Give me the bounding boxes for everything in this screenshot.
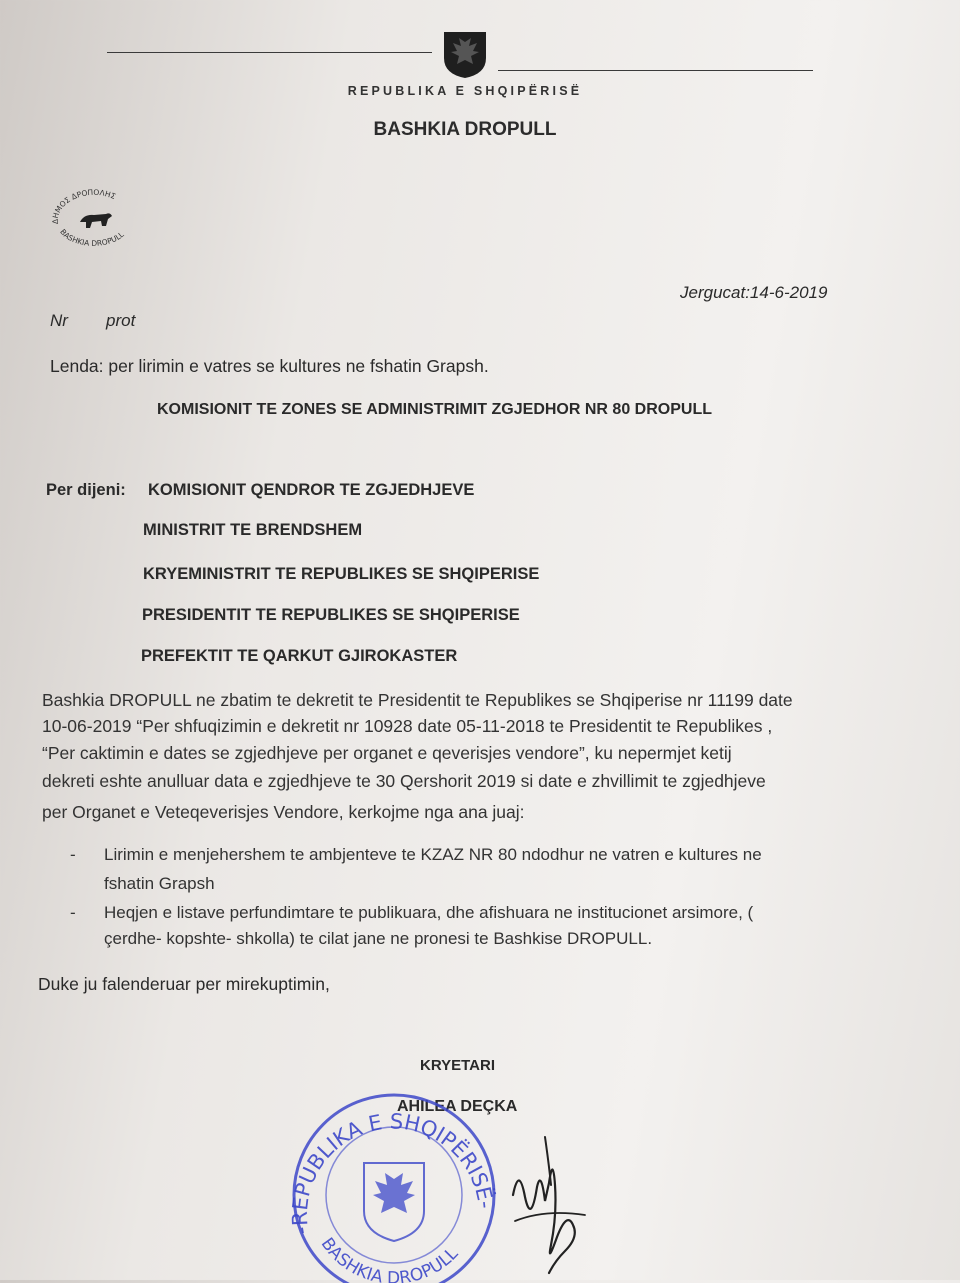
cc-recipient: PREFEKTIT TE QARKUT GJIROKASTER: [141, 647, 458, 665]
handwritten-signature: [505, 1125, 595, 1275]
svg-text:BASHKIA DROPULL: [58, 227, 126, 247]
bullet-text-line: Heqjen e listave perfundimtare te publikuara, dhe afishuara ne institucionet arsimore, (: [104, 903, 754, 922]
bullet-text-line: çerdhe- kopshte- shkolla) te cilat jane ne pronesi te Bashkise DROPULL.: [104, 929, 653, 948]
logo-text-top: ΔΗΜΟΣ ΔΡΟΠΟΛΗΣ: [50, 188, 117, 225]
addressee-line: KOMISIONIT TE ZONES SE ADMINISTRIMIT ZGJEDHOR NR 80 DROPULL: [157, 401, 712, 418]
seal-text-top: -REPUBLIKA E SHQIPËRISË-: [287, 1109, 498, 1237]
albanian-emblem-icon: [440, 28, 490, 80]
bull-icon: [80, 213, 112, 228]
body-text-line: dekreti eshte anulluar data e zgjedhjeve te 30 Qershorit 2019 si date e zhvillimit te zgjedhjeve: [42, 771, 766, 791]
signatory-title: KRYETARI: [420, 1057, 495, 1074]
cc-recipient: KRYEMINISTRIT TE REPUBLIKES SE SHQIPERISE: [143, 565, 540, 583]
protocol-nr-label: Nr: [50, 311, 68, 330]
closing-line: Duke ju falenderuar per mirekuptimin,: [38, 974, 330, 994]
svg-text:BASHKIA DROPULL: [317, 1234, 463, 1283]
bullet-text-line: Lirimin e menjehershem te ambjenteve te KZAZ NR 80 ndodhur ne vatren e kultures ne: [104, 845, 762, 864]
cc-recipient: KOMISIONIT QENDROR TE ZGJEDHJEVE: [148, 481, 475, 499]
bullet-dash: -: [70, 903, 76, 922]
header-rule-left: [107, 52, 432, 53]
republic-heading: REPUBLIKA E SHQIPËRISË: [347, 84, 583, 98]
bullet-text-line: fshatin Grapsh: [104, 874, 215, 893]
body-text-line: “Per caktimin e dates se zgjedhjeve per organet e qeverisjes vendore”, ku nepermjet ketij: [42, 743, 732, 763]
body-text-line: Bashkia DROPULL ne zbatim te dekretit te Presidentit te Republikes se Shqiperise nr 11199 date: [42, 690, 793, 710]
seal-text-bottom: BASHKIA DROPULL: [316, 1234, 463, 1283]
cc-label: Per dijeni:: [46, 481, 126, 499]
protocol-prot-label: prot: [106, 311, 136, 330]
signatory-name: AHILEA DEÇKA: [397, 1098, 518, 1115]
bullet-dash: -: [70, 845, 76, 864]
subject-line: Lenda: per lirimin e vatres se kultures ne fshatin Grapsh.: [50, 356, 489, 376]
body-text-line: per Organet e Veteqeverisjes Vendore, kerkojme nga ana juaj:: [42, 802, 525, 822]
municipality-logo: [48, 188, 140, 254]
official-seal: [287, 1083, 502, 1283]
cc-recipient: MINISTRIT TE BRENDSHEM: [143, 521, 363, 539]
cc-recipient: PRESIDENTIT TE REPUBLIKES SE SHQIPERISE: [142, 606, 520, 624]
body-text-line: 10-06-2019 “Per shfuqizimin e dekretit nr 10928 date 05-11-2018 te Presidentit te Republikes ,: [42, 716, 773, 736]
document-date: Jergucat:14-6-2019: [680, 283, 828, 302]
logo-text-bottom: BASHKIA DROPULL: [58, 227, 126, 248]
header-rule-right: [498, 70, 813, 71]
municipality-heading: BASHKIA DROPULL: [373, 119, 557, 140]
